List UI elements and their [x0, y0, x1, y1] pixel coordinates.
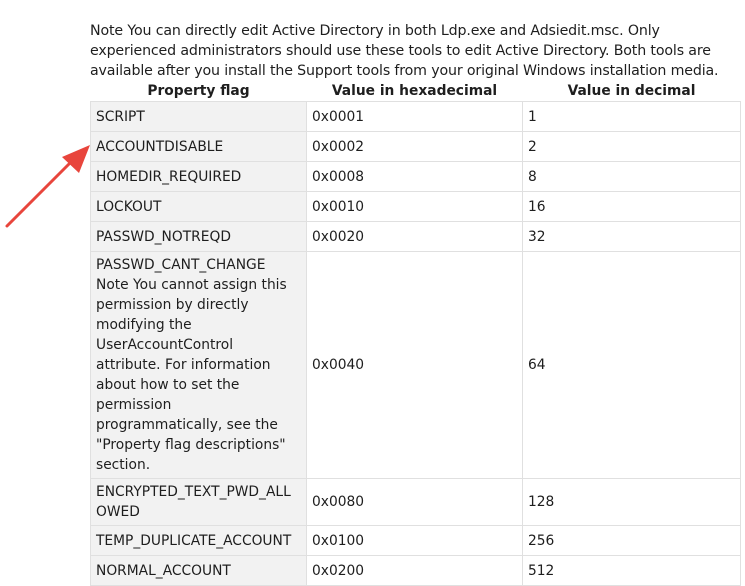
- flag-cell: PASSWD_NOTREQD: [91, 222, 307, 252]
- header-property-flag: Property flag: [147, 83, 250, 99]
- flag-cell: LOCKOUT: [91, 192, 307, 222]
- hex-cell: 0x0002: [307, 132, 523, 162]
- hex-cell: 0x0010: [307, 192, 523, 222]
- flag-name: PASSWD_CANT_CHANGE: [96, 257, 266, 273]
- hex-cell: 0x0100: [307, 526, 523, 556]
- decimal-cell: 8: [523, 162, 741, 192]
- decimal-cell: 1: [523, 102, 741, 132]
- header-value-hex: Value in hexadecimal: [331, 83, 498, 99]
- decimal-cell: 64: [523, 252, 741, 479]
- flag-cell: [91, 252, 307, 479]
- decimal-cell: 2: [523, 132, 741, 162]
- decimal-cell: 32: [523, 222, 741, 252]
- table-row: [91, 132, 741, 162]
- table-row: [91, 556, 741, 586]
- table-row: [91, 526, 741, 556]
- table-row: [91, 162, 741, 192]
- decimal-cell: 256: [523, 526, 741, 556]
- decimal-cell: 16: [523, 192, 741, 222]
- header-value-decimal: Value in decimal: [567, 83, 696, 99]
- flag-cell: ACCOUNTDISABLE: [91, 132, 307, 162]
- flag-note: Note You cannot assign this permission by directly modifying the UserAccountControl attribute. For information about how to set the permission programmatically, see the "Property flag descriptions" section.: [96, 277, 287, 473]
- hex-cell: 0x0040: [307, 252, 523, 479]
- decimal-cell: 128: [523, 479, 741, 526]
- flag-cell: TEMP_DUPLICATE_ACCOUNT: [91, 526, 307, 556]
- table-header-row: [91, 81, 741, 102]
- intro-note: Note You can directly edit Active Directory in both Ldp.exe and Adsiedit.msc. Only experienced administrators should use these tools to edit Active Directory. Both tools are available after you install the Support tools from your original Windows installation media.: [90, 23, 719, 79]
- hex-cell: 0x0080: [307, 479, 523, 526]
- decimal-cell: 512: [523, 556, 741, 586]
- table-row: [91, 252, 741, 479]
- flag-cell: SCRIPT: [91, 102, 307, 132]
- table-row: [91, 222, 741, 252]
- hex-cell: 0x0020: [307, 222, 523, 252]
- flag-cell: ENCRYPTED_TEXT_PWD_ALLOWED: [91, 479, 307, 526]
- flag-cell: HOMEDIR_REQUIRED: [91, 162, 307, 192]
- hex-cell: 0x0008: [307, 162, 523, 192]
- table-row: [91, 479, 741, 526]
- table-row: [91, 192, 741, 222]
- table-row: [91, 102, 741, 132]
- property-flags-table: [90, 81, 741, 586]
- flag-cell: NORMAL_ACCOUNT: [91, 556, 307, 586]
- hex-cell: 0x0001: [307, 102, 523, 132]
- hex-cell: 0x0200: [307, 556, 523, 586]
